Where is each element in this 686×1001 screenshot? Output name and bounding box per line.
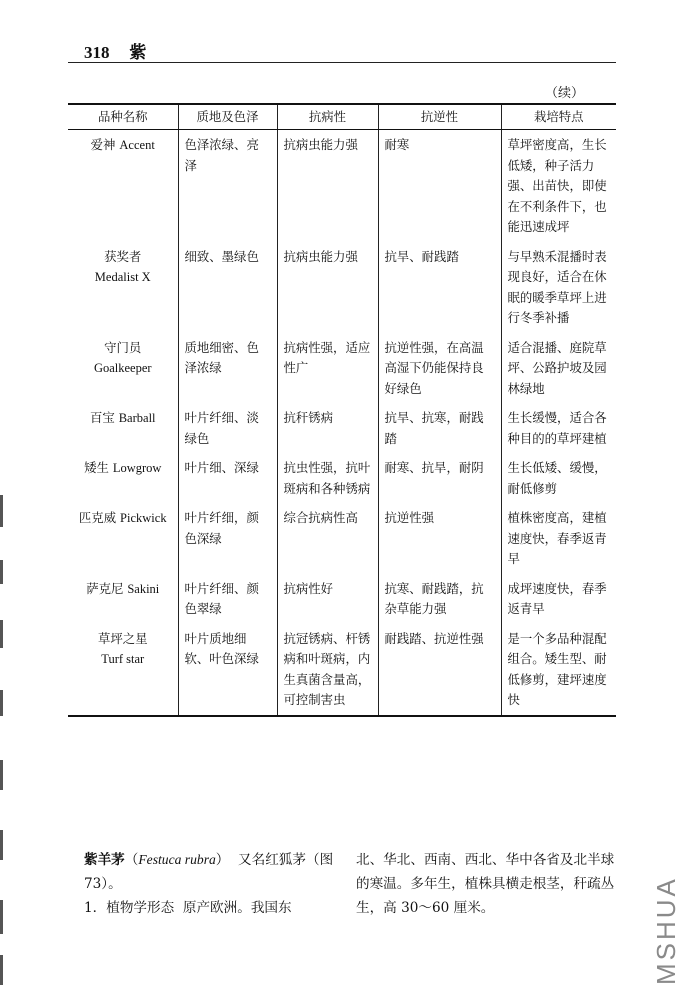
table-row <box>68 624 616 716</box>
cell-stress: 抗旱、抗寒，耐践踏 <box>378 403 501 453</box>
cell-cultivation: 适合混播、庭院草坪、公路护坡及园林绿地 <box>501 333 616 404</box>
scan-edge-mark <box>0 620 3 648</box>
morphology-intro: 原产欧洲。我国东 <box>182 900 292 916</box>
cell-texture: 叶片纤细，颜色深绿 <box>178 503 277 574</box>
cell-stress: 耐寒、抗旱，耐阴 <box>378 453 501 503</box>
cell-disease: 抗病性好 <box>277 574 378 624</box>
cultivar-name-cn: 爱神 <box>90 137 116 152</box>
cultivar-name <box>68 624 178 716</box>
cell-texture: 细致、墨绿色 <box>178 242 277 333</box>
cultivar-name-en: Barball <box>118 411 156 425</box>
column-header: 质地及色泽 <box>178 104 277 130</box>
column-header: 抗病性 <box>277 104 378 130</box>
cell-cultivation: 成坪速度快，春季返青早 <box>501 574 616 624</box>
scan-edge-mark <box>0 690 3 716</box>
cell-stress: 抗旱、耐践踏 <box>378 242 501 333</box>
cell-cultivation: 生长低矮、缓慢，耐低修剪 <box>501 453 616 503</box>
cultivar-name-cn: 获奖者 <box>104 248 142 264</box>
cultivar-table <box>68 103 616 717</box>
cultivar-name-en: Sakini <box>127 581 160 596</box>
cultivar-name <box>68 242 178 333</box>
cultivar-name <box>68 403 178 453</box>
latin-name: Festuca rubra <box>138 852 216 867</box>
cultivar-name <box>68 130 178 242</box>
cell-cultivation: 与早熟禾混播时表现良好，适合在休眠的暖季草坪上进行冬季补播 <box>501 242 616 333</box>
table-row <box>68 130 616 242</box>
cell-texture: 叶片纤细、淡绿色 <box>178 403 277 453</box>
cultivar-name-cn: 百宝 <box>89 410 115 425</box>
scan-edge-mark <box>0 955 3 985</box>
cultivar-name <box>68 503 178 574</box>
cultivar-name-en: Medalist X <box>94 270 151 284</box>
column-header: 抗逆性 <box>378 104 501 130</box>
cell-disease: 抗病性强，适应性广 <box>277 333 378 404</box>
cell-cultivation: 是一个多品种混配组合。矮生型、耐低修剪，建坪速度快 <box>501 624 616 716</box>
table-row <box>68 574 616 624</box>
cultivar-name-en: Accent <box>119 138 155 152</box>
column-header: 栽培特点 <box>501 104 616 130</box>
left-column <box>84 848 350 920</box>
cell-texture: 叶片细、深绿 <box>178 453 277 503</box>
morphology-paragraph <box>84 896 350 920</box>
cultivar-name <box>68 574 178 624</box>
cultivar-name-en: Goalkeeper <box>93 361 152 375</box>
cell-texture: 质地细密、色泽浓绿 <box>178 333 277 404</box>
cell-cultivation: 生长缓慢，适合各种目的的草坪建植 <box>501 403 616 453</box>
cell-texture: 叶片纤细、颜色翠绿 <box>178 574 277 624</box>
page-number: 318 <box>84 43 110 62</box>
scan-edge-mark <box>0 900 3 934</box>
cultivar-name-cn: 草坪之星 <box>97 630 148 646</box>
right-column <box>356 848 622 920</box>
running-header <box>84 38 146 63</box>
cultivar-name-cn: 矮生 <box>84 460 109 475</box>
cell-stress: 抗逆性强，在高温高湿下仍能保持良好绿色 <box>378 333 501 404</box>
header-rule <box>68 62 616 63</box>
continued-label: （续） <box>545 86 585 101</box>
cell-disease: 综合抗病性高 <box>277 503 378 574</box>
cell-cultivation: 草坪密度高，生长低矮，种子活力强、出苗快，即使在不利条件下，也能迅速成坪 <box>501 130 616 242</box>
species-heading <box>84 848 350 896</box>
cultivar-name <box>68 453 178 503</box>
cell-stress: 抗逆性强 <box>378 503 501 574</box>
morphology-title: 1．植物学形态 <box>84 900 175 916</box>
scan-edge-mark <box>0 830 3 860</box>
species-name: 紫羊茅 <box>84 852 125 868</box>
cell-stress: 抗寒、耐践踏，抗杂草能力强 <box>378 574 501 624</box>
table-row <box>68 503 616 574</box>
cell-stress: 耐寒 <box>378 130 501 242</box>
cultivar-name-cn: 萨克尼 <box>86 580 124 596</box>
cultivar-name-en: Turf star <box>101 652 145 666</box>
cell-disease: 抗病虫能力强 <box>277 242 378 333</box>
cultivar-name <box>68 333 178 404</box>
table-row <box>68 403 616 453</box>
table-row <box>68 453 616 503</box>
cell-disease: 抗虫性强，抗叶斑病和各种锈病 <box>277 453 378 503</box>
section-title: 紫 <box>129 43 147 63</box>
cell-texture: 色泽浓绿、亮泽 <box>178 130 277 242</box>
watermark: MSHUA <box>651 876 681 985</box>
scan-edge-mark <box>0 495 3 527</box>
latin-open: （ <box>124 852 139 868</box>
cultivar-name-cn: 匹克威 <box>78 510 117 525</box>
cultivar-name-en: Lowgrow <box>112 461 162 475</box>
morphology-continuation: 北、华北、西南、西北、华中各省及北半球的寒温。多年生，植株具横走根茎，秆疏丛生，高 30～60 厘米。 <box>356 852 615 916</box>
alias-text: 又名红狐茅（图 73）。 <box>84 852 334 892</box>
table-row <box>68 242 616 333</box>
cell-cultivation: 植株密度高，建植速度快，春季返青早 <box>501 503 616 574</box>
table-row <box>68 333 616 404</box>
cultivar-name-cn: 守门员 <box>104 339 142 355</box>
scan-edge-mark <box>0 560 3 584</box>
cell-disease: 抗冠锈病、杆锈病和叶斑病，内生真菌含量高，可控制害虫 <box>277 624 378 716</box>
cultivar-name-en: Pickwick <box>120 511 167 525</box>
latin-close: ） <box>215 852 230 868</box>
scan-edge-mark <box>0 760 3 790</box>
cell-stress: 耐践踏、抗逆性强 <box>378 624 501 716</box>
cell-texture: 叶片质地细软、叶色深绿 <box>178 624 277 716</box>
cell-disease: 抗秆锈病 <box>277 403 378 453</box>
cell-disease: 抗病虫能力强 <box>277 130 378 242</box>
column-header: 品种名称 <box>68 104 178 130</box>
table-header-row <box>68 104 616 130</box>
